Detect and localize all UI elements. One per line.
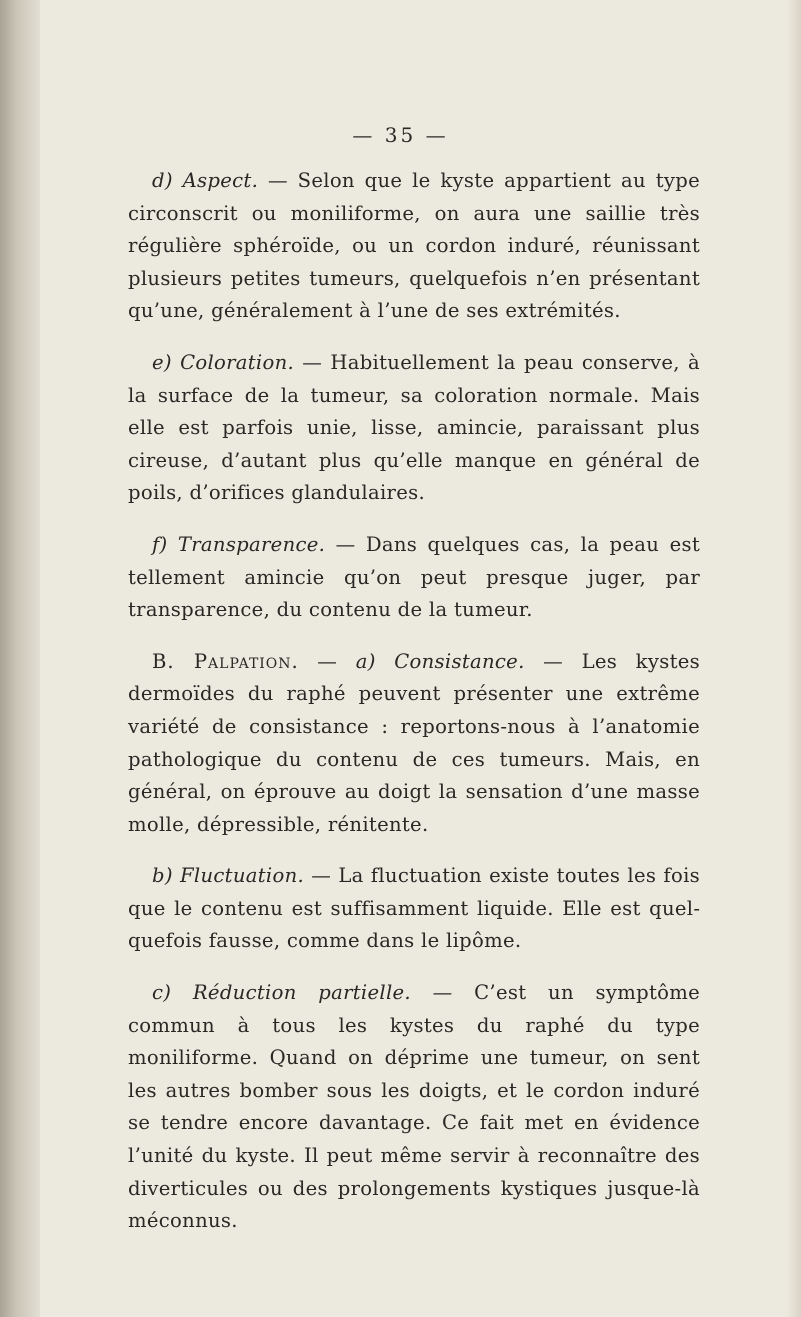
paragraph-text: — La fluctuation existe toutes les fois que le contenu est suffisamment liquide. Elle est quelquefois fausse, comme dans le lipôme.: [128, 864, 700, 953]
page-number: — 35 —: [352, 123, 449, 147]
paragraph-text: — Selon que le kyste appartient au type circonscrit ou moniliforme, on aura une saillie très régulière sphéroïde, ou un cordon induré, réunissant plusieurs petites tumeurs, quelquefois n’en présentant qu’une, généralement à l’une de ses extrémités.: [128, 169, 700, 323]
paragraph-heading: Fluctuation.: [180, 864, 305, 888]
paragraph-label: b): [152, 864, 173, 888]
paragraph-fluctuation: [128, 860, 700, 958]
paragraph-heading: Aspect.: [182, 169, 259, 192]
paragraph-text: — C’est un symptôme commun à tous les kystes du raphé du type moniliforme. Quand on déprime une tumeur, on sent les autres bomber sous les doigts, et le cordon induré se tendre encore davantage. Ce fait met en évidence l’unité du kyste. Il peut même servir à reconnaître des diverticules ou des prolongements kystiques jusque-là méconnus.: [128, 981, 701, 1233]
paragraph-coloration: [128, 347, 700, 510]
page-body: [128, 165, 700, 1257]
paragraph-text: — Les kystes dermoïdes du raphé peuvent présenter une extrême variété de consistance : reportons-nous à l’anatomie pathologique du contenu de ces tumeurs. Mais, en général, on éprouve au doigt la sensation d’une masse molle, dépressible, rénitente.: [128, 649, 700, 836]
paragraph-heading: Transparence.: [177, 532, 326, 556]
paragraph-label: c): [152, 981, 172, 1005]
page-edge-shadow: [787, 0, 801, 1317]
paragraph-label: e): [152, 350, 172, 374]
paragraph-reduction: [128, 977, 700, 1238]
paragraph-label: d): [152, 169, 173, 192]
paragraph-heading: Consistance.: [394, 649, 525, 673]
paragraph-transparence: [128, 529, 700, 627]
book-spine-shadow: [0, 0, 40, 1317]
paragraph-label: f): [152, 532, 168, 556]
paragraph-label: a): [355, 649, 376, 673]
section-heading: B. Palpation.: [152, 649, 299, 673]
paragraph-aspect: [128, 165, 700, 328]
paragraph-consistance: B. Palpation. — a) Consistance. — Les kystes dermoïdes du raphé peuvent présenter une extrême variété de consistance : reportons-nous à l’anatomie pathologique du contenu de ces tumeurs. Mais, en général, on éprouve au doigt la sensation d’une masse molle, dépressible, rénitente.: [128, 649, 700, 836]
paragraph-heading: Coloration.: [180, 350, 295, 374]
paragraph-text: — Habituellement la peau conserve, à la surface de la tumeur, sa coloration normale. Mais elle est parfois unie, lisse, amincie, paraissant plus cireuse, d’autant plus qu’elle manque en général de poils, d’orifices glandulaires.: [128, 350, 700, 505]
paragraph-heading: Réduction partielle.: [192, 981, 411, 1005]
paragraph-text: — Dans quelques cas, la peau est tellement amincie qu’on peut presque juger, par transparence, du contenu de la tumeur.: [128, 532, 700, 622]
